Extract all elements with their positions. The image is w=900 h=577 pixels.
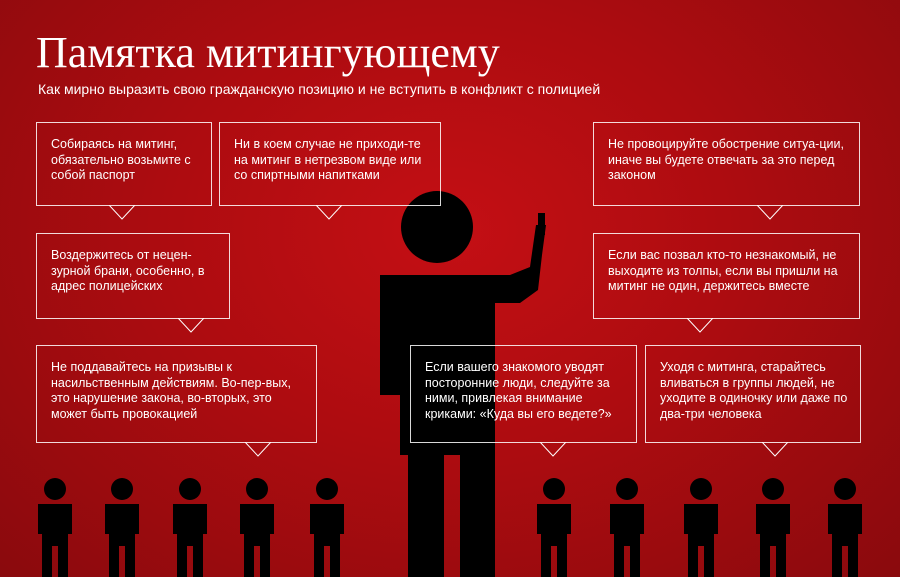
crowd-person-icon — [684, 478, 718, 577]
tip-text-follow: Если вашего знакомого уводят посторонние люди, следуйте за ними, привлекая внимание криками: «Куда вы его ведете?» — [425, 360, 612, 421]
tip-bubble-violence — [36, 345, 317, 443]
tip-text-no-provocation: Не провоцируйте обострение ситуа-ции, иначе вы будете отвечать за это перед законом — [608, 137, 844, 182]
crowd-person-icon — [105, 478, 139, 577]
tip-bubble-no-provocation — [593, 122, 860, 206]
crowd-person-icon — [828, 478, 862, 577]
crowd-person-icon — [240, 478, 274, 577]
page-subtitle: Как мирно выразить свою гражданскую позицию и не вступить в конфликт с полицией — [38, 81, 601, 97]
tip-bubble-leaving — [645, 345, 861, 443]
crowd-person-icon — [610, 478, 644, 577]
crowd-person-icon — [173, 478, 207, 577]
crowd-person-icon — [537, 478, 571, 577]
tip-text-stranger: Если вас позвал кто-то незнакомый, не выходите из толпы, если вы пришли на митинг не один, держитесь вместе — [608, 248, 838, 293]
tip-bubble-passport — [36, 122, 212, 206]
tip-text-sober: Ни в коем случае не приходи-те на митинг в нетрезвом виде или со спиртными напитками — [234, 137, 422, 182]
crowd-person-icon — [756, 478, 790, 577]
tip-text-passport: Собираясь на митинг, обязательно возьмите с собой паспорт — [51, 137, 191, 182]
page-title: Памятка митингующему — [36, 28, 500, 77]
tip-bubble-follow — [410, 345, 637, 443]
tip-bubble-sober — [219, 122, 441, 206]
tip-text-leaving: Уходя с митинга, старайтесь вливаться в группы людей, не уходите в одиночку или даже по два-три человека — [660, 360, 848, 421]
tip-text-language: Воздержитесь от нецен-зурной брани, особенно, в адрес полицейских — [51, 248, 205, 293]
crowd-person-icon — [310, 478, 344, 577]
crowd-person-icon — [38, 478, 72, 577]
tip-bubble-stranger — [593, 233, 860, 319]
tip-text-violence: Не поддавайтесь на призывы к насильственным действиям. Во-пер-вых, это нарушение закона, во-вторых, это может быть провокацией — [51, 360, 291, 421]
crowd — [0, 476, 900, 577]
tip-bubble-language — [36, 233, 230, 319]
